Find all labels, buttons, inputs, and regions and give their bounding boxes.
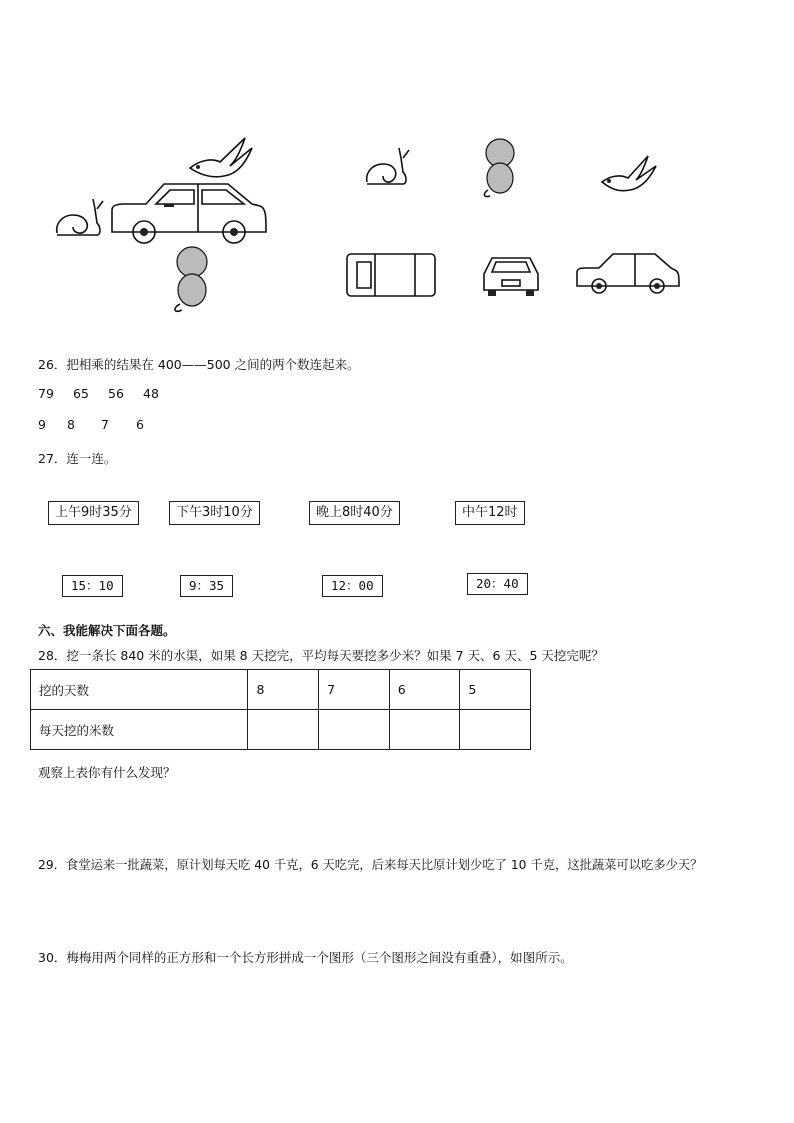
snail-icon	[367, 148, 409, 184]
clock-box[interactable]: 20：40	[467, 573, 528, 595]
table-row	[31, 670, 531, 710]
answer-cell[interactable]	[248, 710, 319, 750]
table-cell: 7	[319, 670, 390, 710]
q28-observe: 观察上表你有什么发现？	[38, 765, 176, 780]
answer-cell[interactable]	[389, 710, 460, 750]
bird-icon	[602, 156, 656, 191]
snail-icon	[57, 199, 103, 235]
illustration-left	[40, 120, 340, 320]
number-item[interactable]: 79	[38, 386, 54, 401]
answer-cell[interactable]	[460, 710, 531, 750]
time-box[interactable]: 下午3时10分	[169, 501, 260, 525]
table-row	[31, 710, 531, 750]
clock-box[interactable]: 12：00	[322, 575, 383, 597]
bird-icon	[190, 138, 252, 177]
number-item[interactable]: 56	[108, 386, 124, 401]
q28-table	[30, 669, 531, 750]
monkey-back-icon	[484, 139, 514, 197]
car-side-icon	[112, 184, 266, 243]
table-cell: 5	[460, 670, 531, 710]
q26-text: 26．把相乘的结果在 400——500 之间的两个数连起来。	[38, 357, 360, 372]
number-item[interactable]: 7	[101, 417, 109, 432]
time-box[interactable]: 上午9时35分	[48, 501, 139, 525]
q26-bottom-row	[0, 417, 794, 433]
car-top-icon	[347, 254, 435, 296]
table-cell: 8	[248, 670, 319, 710]
time-box[interactable]: 晚上8时40分	[309, 501, 400, 525]
row-label: 挖的天数	[31, 670, 248, 710]
illustration-right	[340, 130, 690, 310]
clock-box[interactable]: 15：10	[62, 575, 123, 597]
q28-text: 28．挖一条长 840 米的水渠，如果 8 天挖完，平均每天要挖多少米？如果 7 天、6 天、5 天挖完呢？	[38, 648, 604, 663]
q26-top-row	[0, 386, 794, 402]
answer-cell[interactable]	[319, 710, 390, 750]
monkey-back-icon	[175, 247, 207, 311]
time-box[interactable]: 中午12时	[455, 501, 525, 525]
number-item[interactable]: 9	[38, 417, 46, 432]
row-label: 每天挖的米数	[31, 710, 248, 750]
section-title: 六、我能解决下面各题。	[38, 623, 176, 638]
q30-text: 30．梅梅用两个同样的正方形和一个长方形拼成一个图形（三个图形之间没有重叠），如图所示。	[38, 950, 573, 965]
number-item[interactable]: 6	[136, 417, 144, 432]
clock-box[interactable]: 9：35	[180, 575, 233, 597]
car-front-icon	[484, 258, 538, 296]
number-item[interactable]: 8	[67, 417, 75, 432]
number-item[interactable]: 48	[143, 386, 159, 401]
number-item[interactable]: 65	[73, 386, 89, 401]
table-cell: 6	[389, 670, 460, 710]
q27-text: 27．连一连。	[38, 451, 117, 466]
car-side-icon	[577, 254, 679, 293]
q29-text: 29．食堂运来一批蔬菜，原计划每天吃 40 千克，6 天吃完，后来每天比原计划少吃了 10 千克，这批蔬菜可以吃多少天？	[38, 858, 703, 872]
